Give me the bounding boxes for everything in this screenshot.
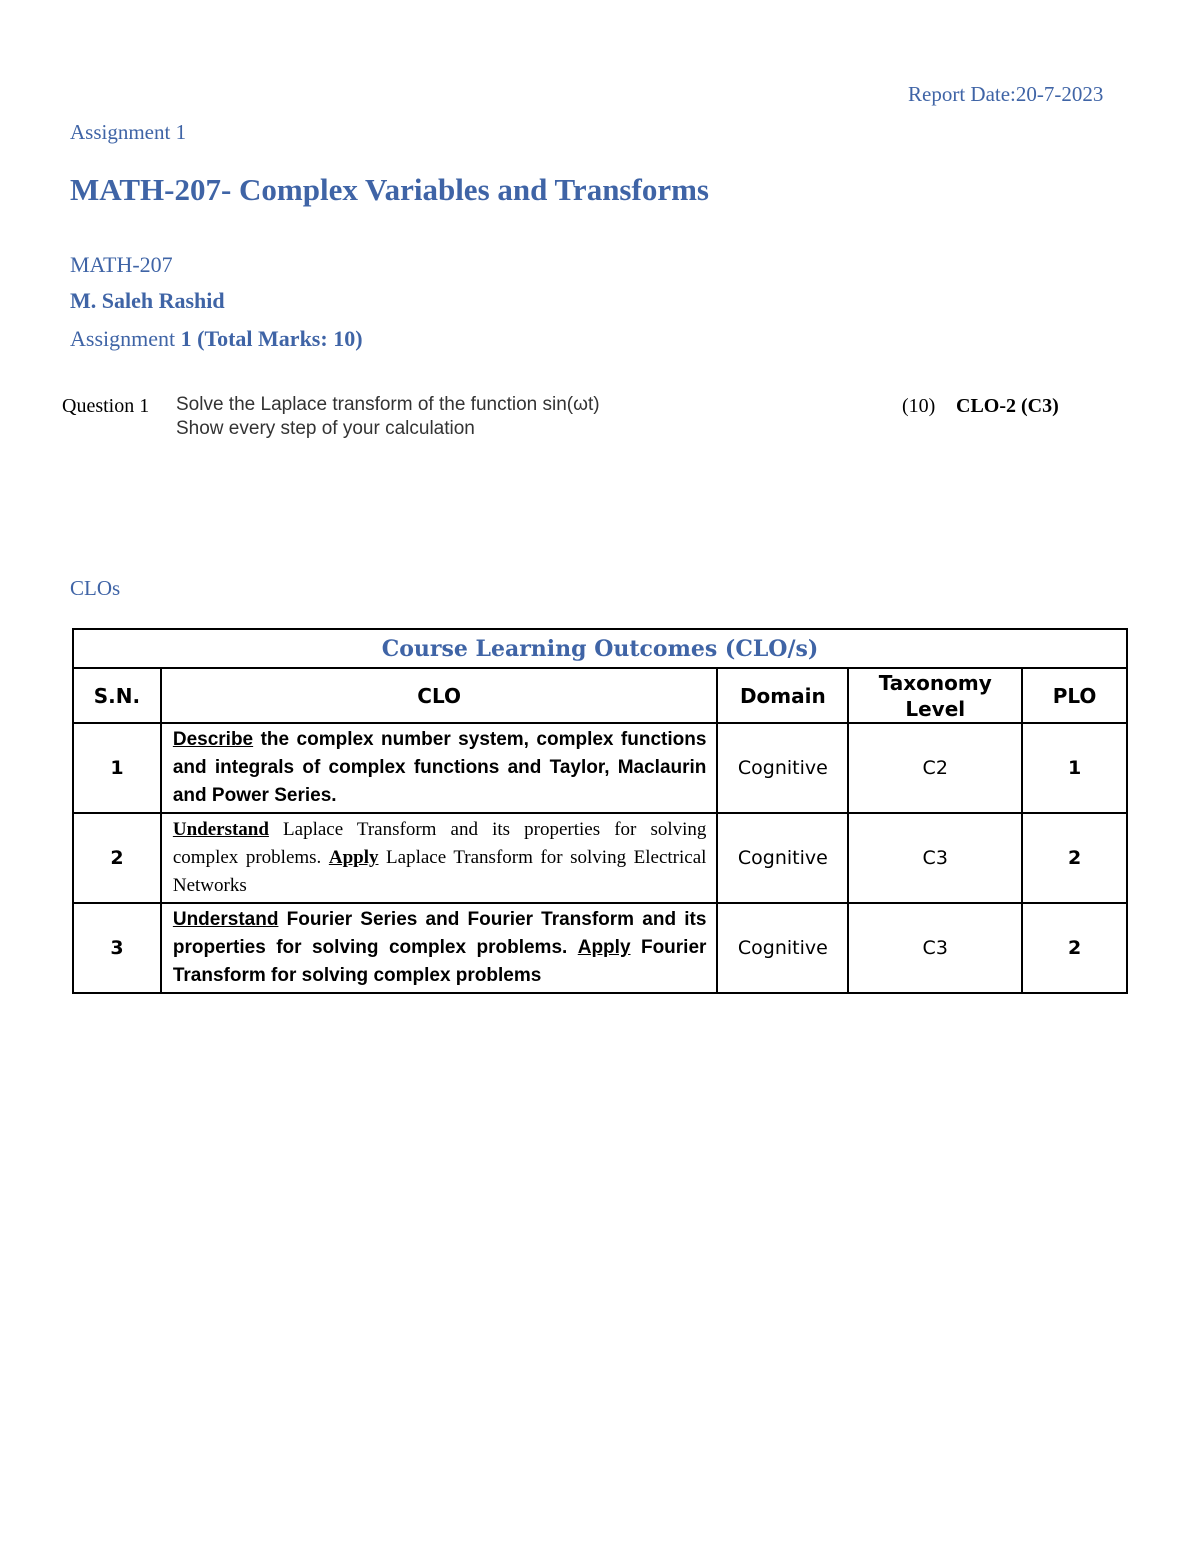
row-domain: Cognitive	[717, 903, 848, 993]
clo-description: the complex number system, complex functions and integrals of complex functions and Taylor, Maclaurin and Power Series.	[172, 729, 707, 806]
row-clo-text	[161, 903, 718, 993]
table-caption-row	[73, 629, 1127, 668]
row-taxonomy-level: C3	[848, 903, 1022, 993]
column-header-domain: Domain	[717, 668, 848, 723]
table-row	[73, 813, 1127, 903]
assignment-label: Assignment 1	[70, 120, 187, 144]
assignment-word: Assignment	[70, 326, 176, 351]
course-title: MATH-207- Complex Variables and Transforms	[70, 172, 709, 207]
clo-description-apply: Laplace Transform for solving Electrical Networks	[172, 847, 707, 896]
table-row	[73, 903, 1127, 993]
course-code: MATH-207	[70, 252, 173, 277]
row-plo: 1	[1022, 723, 1127, 813]
column-header-sn: S.N.	[73, 668, 161, 723]
column-header-taxonomy-level: Taxonomy Level	[848, 668, 1022, 723]
column-header-plo: PLO	[1022, 668, 1127, 723]
clo-description: Laplace Transform and its properties for solving complex problems.	[172, 819, 707, 868]
clo-verb-apply: Apply	[328, 847, 379, 868]
row-sn: 3	[73, 903, 161, 993]
clo-verb: Understand	[172, 909, 279, 930]
assignment-marks-line	[70, 326, 363, 352]
question-line-2: Show every step of your calculation	[176, 418, 475, 439]
clo-description-apply: Fourier Transform for solving complex problems	[172, 937, 707, 986]
clo-table	[72, 628, 1128, 994]
question-clo: CLO-2 (C3)	[956, 395, 1059, 417]
row-plo: 2	[1022, 813, 1127, 903]
row-clo-text	[161, 813, 718, 903]
row-taxonomy-level: C3	[848, 813, 1022, 903]
question-line-1: Solve the Laplace transform of the function sin(ωt)	[176, 394, 600, 415]
row-sn: 1	[73, 723, 161, 813]
instructor-name: M. Saleh Rashid	[70, 288, 225, 313]
clo-description: Fourier Series and Fourier Transform and its properties for solving complex problems.	[172, 909, 707, 958]
column-header-clo: CLO	[161, 668, 718, 723]
row-plo: 2	[1022, 903, 1127, 993]
table-row	[73, 723, 1127, 813]
clo-verb-apply: Apply	[577, 937, 631, 958]
row-taxonomy-level: C2	[848, 723, 1022, 813]
clos-heading: CLOs	[70, 576, 121, 600]
clo-verb: Understand	[172, 819, 269, 840]
table-header-row	[73, 668, 1127, 723]
row-sn: 2	[73, 813, 161, 903]
clo-verb: Describe	[172, 729, 254, 750]
row-domain: Cognitive	[717, 813, 848, 903]
table-caption: Course Learning Outcomes (CLO/s)	[73, 629, 1127, 668]
question-label: Question 1	[62, 395, 150, 417]
question-text	[176, 393, 600, 441]
question-marks: (10)	[902, 395, 936, 417]
row-domain: Cognitive	[717, 723, 848, 813]
row-clo-text	[161, 723, 718, 813]
report-date: Report Date:20-7-2023	[908, 82, 1104, 106]
assignment-total-marks: 1 (Total Marks: 10)	[180, 326, 363, 351]
